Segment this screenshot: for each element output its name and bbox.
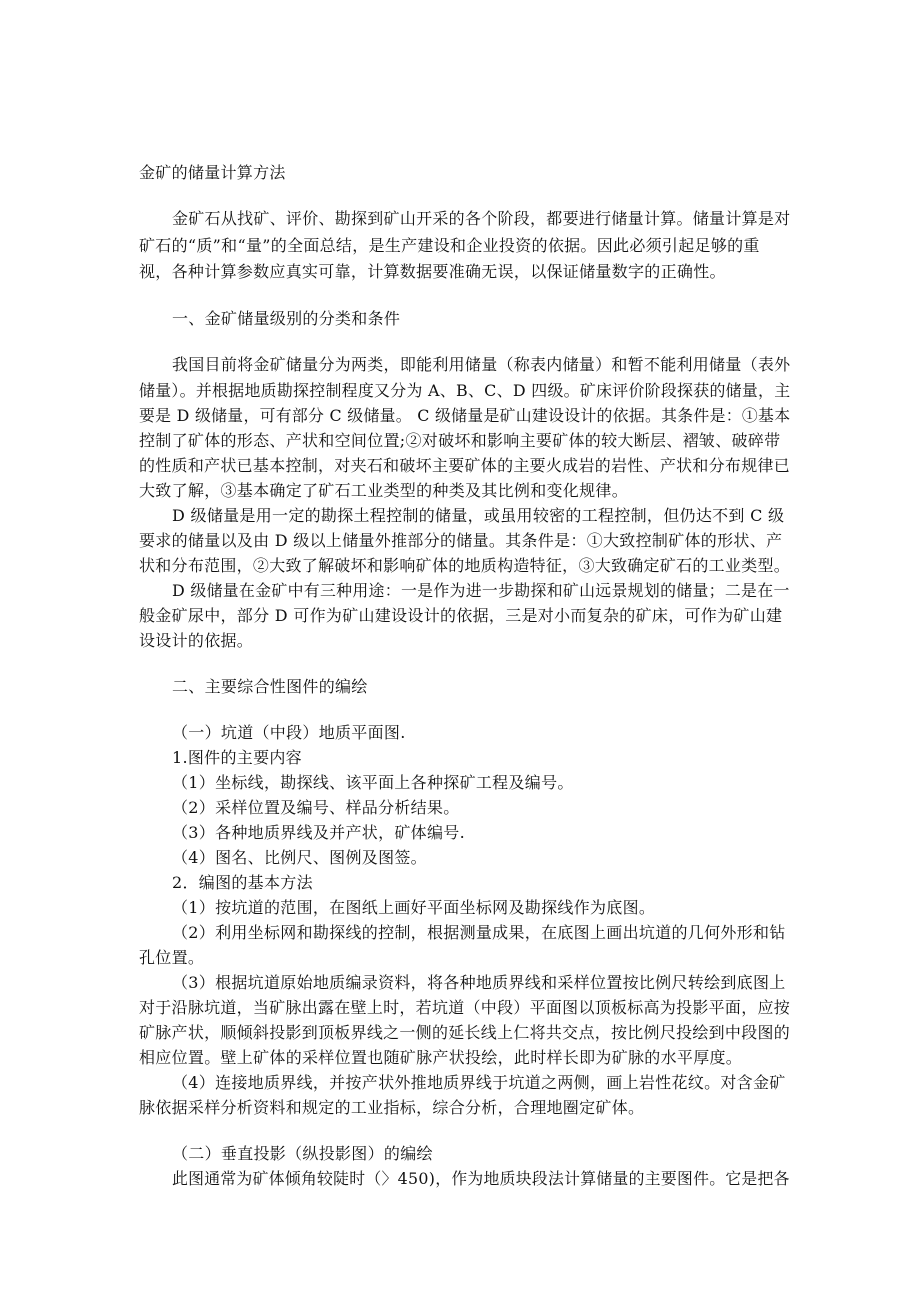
method-3-line-3: 矿脉产状，顺倾斜投影到顶板界线之一侧的延长线上仁将共交点，按比例尺投绘到中段图的 [139, 1023, 791, 1042]
subsection-2-heading: （二）垂直投影（纵投影图）的编绘 [172, 1144, 433, 1163]
subsection-2-line-1: 此图通常为矿体倾角较陡时（〉450)，作为地质块段法计算储量的主要图件。它是把各 [172, 1169, 790, 1188]
sec1-p2-line-2: 要求的储量以及由 D 级以上储量外推部分的储量。其条件是：①大致控制矿体的形状、产 [139, 531, 783, 550]
sec1-p1-line-6: 大致了解，③基本确定了矿石工业类型的种类及其比例和变化规律。 [139, 481, 629, 500]
content-item-3: （3）各种地质界线及并产状，矿体编号. [172, 823, 465, 842]
content-item-2: （2）采样位置及编号、样品分析结果。 [172, 798, 460, 817]
method-2-line-1: （2）利用坐标网和勘探线的控制，根据测量成果，在底图上画出坑道的几何外形和钻 [172, 923, 786, 942]
intro-line-1: 金矿石从找矿、评价、勘探到矿山开采的各个阶段，都要进行储量计算。储量计算是对 [172, 209, 791, 228]
item-1-heading: 1.图件的主要内容 [172, 748, 302, 767]
intro-line-2: 矿石的“质”和“量”的全面总结，是生产建设和企业投资的依据。因此必须引起足够的重 [139, 236, 760, 255]
sec1-p1-line-3: 要是 D 级储量，可有部分 C 级储量。 C 级储量是矿山建设设计的依据。其条件是：①基本 [139, 406, 791, 425]
sec1-p1-line-5: 的性质和产状已基本控制，对夹石和破坏主要矿体的主要火成岩的岩性、产状和分布规律已 [139, 456, 791, 475]
sec1-p3-line-1: D 级储量在金矿中有三种用途：一是作为进一步勘探和矿山远景规划的储量；二是在一 [172, 581, 790, 600]
sec1-p1-line-4: 控制了矿体的形态、产状和空间位置;②对破坏和影响主要矿体的较大断层、褶皱、破碎带 [139, 431, 781, 450]
sec1-p1-line-2: 储量）。并根据地质勘探控制程度又分为 A、B、C、D 四级。矿床评价阶段探获的储量，主 [139, 381, 791, 400]
sec1-p3-line-2: 般金矿尿中，部分 D 可作为矿山建设设计的依据，三是对小而复杂的矿床，可作为矿山建 [139, 606, 783, 625]
content-item-4: （4）图名、比例尺、图例及图签。 [172, 848, 427, 867]
subsection-1-heading: （一）坑道（中段）地质平面图. [172, 723, 406, 742]
content-item-1: （1）坐标线，勘探线、该平面上各种探矿工程及编号。 [172, 773, 574, 792]
sec1-p3-line-3: 设设计的依据。 [139, 631, 254, 650]
document-title: 金矿的储量计算方法 [139, 163, 286, 182]
intro-line-3: 视，各种计算参数应真实可靠，计算数据要准确无误，以保证储量数字的正确性。 [139, 262, 726, 281]
method-3-line-1: （3）根据坑道原始地质编录资料，将各种地质界线和采样位置按比例尺转绘到底图上 [172, 973, 786, 992]
sec1-p2-line-3: 状和分布范围，②大致了解破坏和影响矿体的地质构造特征，③大致确定矿石的工业类型。 [139, 556, 791, 575]
section-2-heading: 二、主要综合性图件的编绘 [172, 677, 368, 696]
method-1: （1）按坑道的范围，在图纸上画好平面坐标网及勘探线作为底图。 [172, 898, 656, 917]
sec1-p2-line-1: D 级储量是用一定的勘探土程控制的储量，或虽用较密的工程控制，但仍达不到 C 级 [172, 506, 785, 525]
method-2-line-2: 孔位置。 [139, 948, 205, 967]
sec1-p1-line-1: 我国目前将金矿储量分为两类，即能利用储量（称表内储量）和暂不能利用储量（表外 [172, 355, 791, 374]
method-4-line-2: 脉依据采样分析资料和规定的工业指标，综合分析，合理地圈定矿体。 [139, 1098, 645, 1117]
method-4-line-1: （4）连接地质界线，并按产状外推地质界线于坑道之两侧，画上岩性花纹。对含金矿 [172, 1073, 786, 1092]
section-1-heading: 一、金矿储量级别的分类和条件 [172, 309, 401, 328]
method-3-line-2: 对于沿脉坑道，当矿脉出露在壁上时，若坑道（中段）平面图以顶板标高为投影平面，应按 [139, 998, 791, 1017]
item-2-heading: 2．编图的基本方法 [172, 873, 313, 892]
method-3-line-4: 相应位置。壁上矿体的采样位置也随矿脉产状投绘，此时样长即为矿脉的水平厚度。 [139, 1048, 743, 1067]
